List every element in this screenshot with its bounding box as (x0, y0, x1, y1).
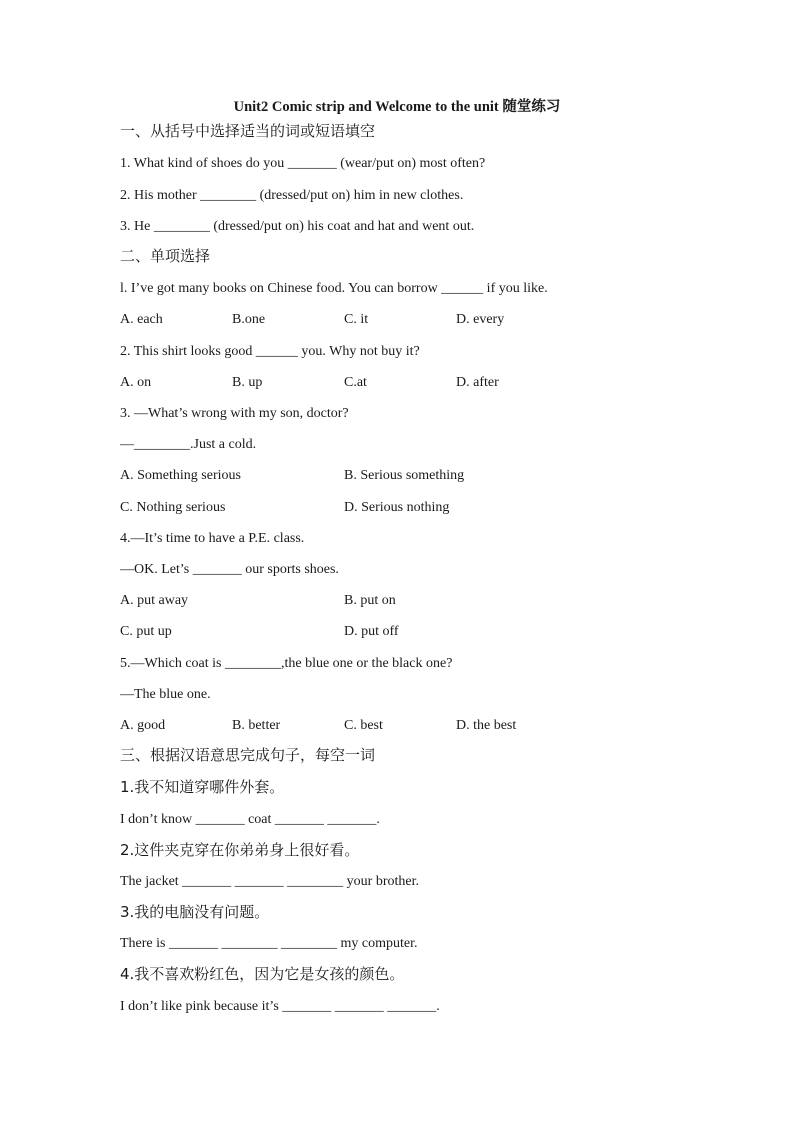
s2-q2-text: 2. This shirt looks good ______ you. Why not buy it? (120, 344, 420, 359)
s2-q3-option-a: A. Something serious (120, 468, 241, 483)
s2-q5-option-b: B. better (232, 718, 281, 733)
s2-q1-text: l. I’ve got many books on Chinese food. You can borrow ______ if you like. (120, 281, 548, 296)
s2-q4-answer-line: —OK. Let’s _______ our sports shoes. (120, 562, 339, 577)
s3-item-3-chinese: 3.我的电脑没有问题。 (120, 903, 270, 921)
s2-q4-option-b: B. put on (344, 593, 396, 608)
s2-q3-answer-line: —________.Just a cold. (120, 437, 257, 452)
s2-q1-option-c: C. it (344, 312, 369, 327)
s3-item-2-chinese: 2.这件夹克穿在你弟弟身上很好看。 (120, 841, 360, 859)
s3-item-1-english: I don’t know _______ coat _______ _______. (120, 812, 380, 827)
s2-q3-text: 3. —What’s wrong with my son, doctor? (120, 406, 349, 421)
s2-q5-answer-line: —The blue one. (120, 687, 211, 702)
s2-q2-option-c: C.at (344, 375, 367, 390)
s2-q5-option-a: A. good (120, 718, 166, 733)
section3-heading: 三、根据汉语意思完成句子，每空一词 (120, 746, 376, 764)
s2-q3-option-b: B. Serious something (344, 468, 465, 483)
s2-q4-option-d: D. put off (344, 624, 399, 639)
s2-q4-text: 4.—It’s time to have a P.E. class. (120, 531, 305, 546)
s2-q1-option-a: A. each (120, 312, 163, 327)
s2-q5-option-c: C. best (344, 718, 383, 733)
section1-heading: 一、从括号中选择适当的词或短语填空 (120, 122, 376, 140)
s2-q1-option-d: D. every (456, 312, 505, 327)
s2-q3-option-d: D. Serious nothing (344, 500, 450, 515)
s2-q3-option-c: C. Nothing serious (120, 500, 226, 515)
s2-q5-option-d: D. the best (456, 718, 517, 733)
s3-item-3-english: There is _______ ________ ________ my computer. (120, 936, 418, 951)
s1-item-2: 2. His mother ________ (dressed/put on) him in new clothes. (120, 188, 464, 203)
s2-q4-option-c: C. put up (120, 624, 172, 639)
s1-item-3: 3. He ________ (dressed/put on) his coat and hat and went out. (120, 219, 475, 234)
s2-q2-option-b: B. up (232, 375, 263, 390)
section2-heading: 二、单项选择 (120, 247, 211, 265)
s3-item-2-english: The jacket _______ _______ ________ your brother. (120, 874, 420, 889)
s3-item-4-chinese: 4.我不喜欢粉红色，因为它是女孩的颜色。 (120, 965, 405, 983)
s2-q2-option-d: D. after (456, 375, 499, 390)
s3-item-1-chinese: 1.我不知道穿哪件外套。 (120, 778, 285, 796)
s2-q1-option-b: B.one (232, 312, 266, 327)
s2-q4-option-a: A. put away (120, 593, 189, 608)
page-title: Unit2 Comic strip and Welcome to the unit 随堂练习 (233, 99, 561, 115)
s1-item-1: 1. What kind of shoes do you _______ (wear/put on) most often? (120, 156, 486, 171)
s2-q2-option-a: A. on (120, 375, 152, 390)
s3-item-4-english: I don’t like pink because it’s _______ _______ _______. (120, 999, 440, 1014)
s2-q5-text: 5.—Which coat is ________,the blue one or the black one? (120, 656, 453, 671)
